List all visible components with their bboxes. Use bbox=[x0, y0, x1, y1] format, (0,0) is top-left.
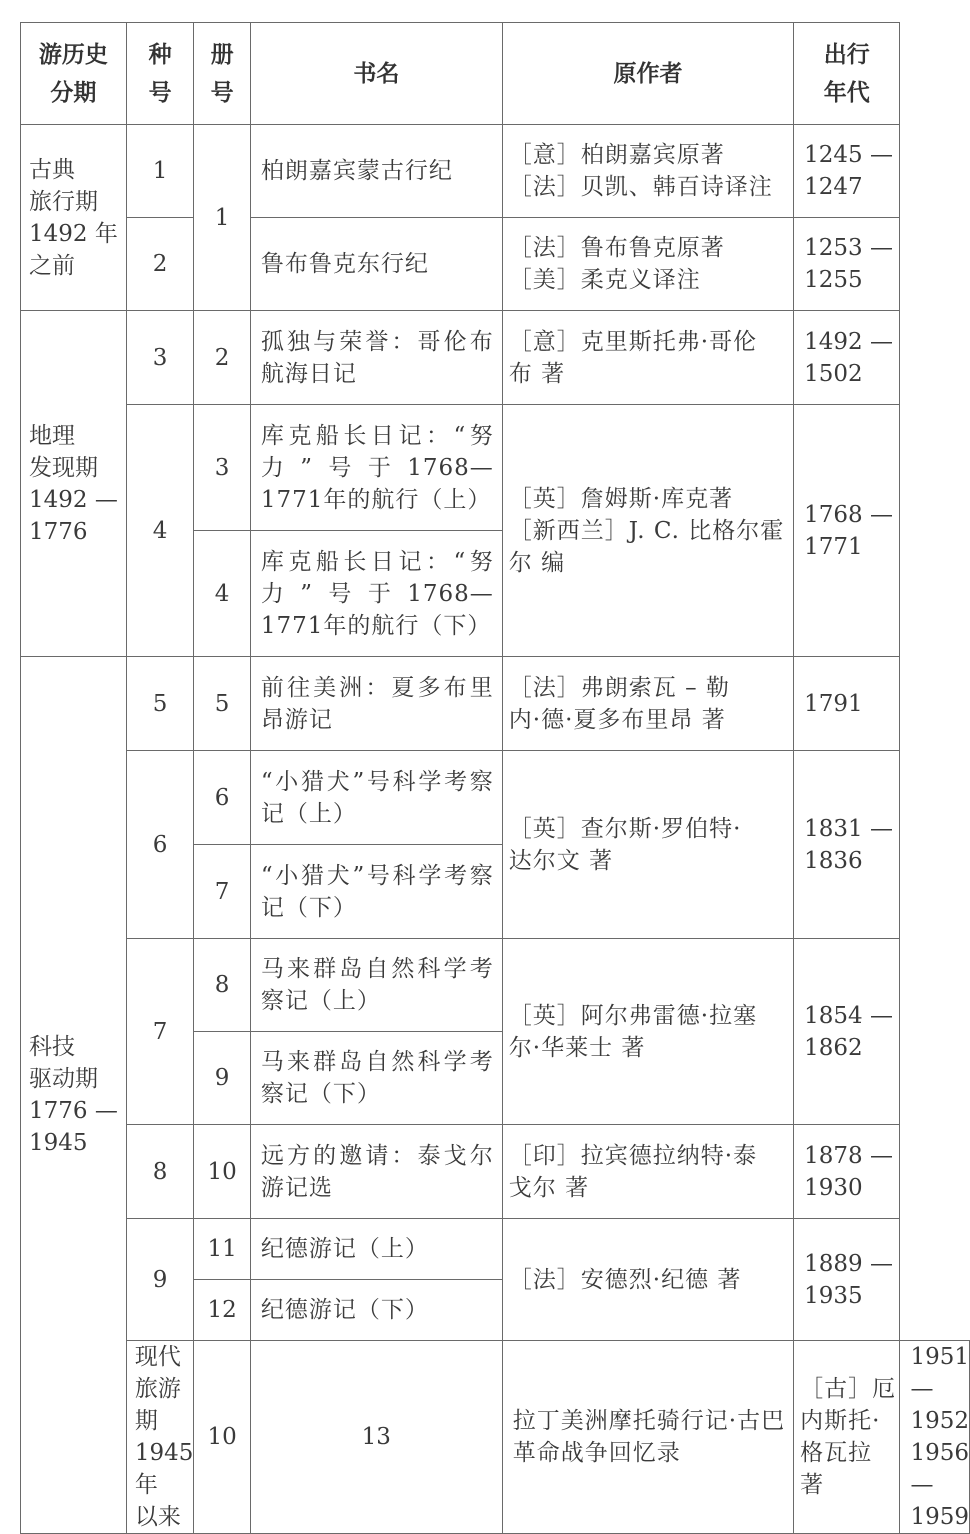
book-author: ［印］拉宾德拉纳特·泰 戈尔 著 bbox=[502, 1125, 793, 1219]
book-title: 马来群岛自然科学考察记（下） bbox=[250, 1032, 502, 1125]
volume-no: 11 bbox=[194, 1219, 250, 1280]
travel-year: 1889 — 1935 bbox=[794, 1219, 900, 1341]
book-title: 纪德游记（下） bbox=[250, 1280, 502, 1341]
book-title: 远方的邀请：泰戈尔游记选 bbox=[250, 1125, 502, 1219]
kind-no: 10 bbox=[194, 1341, 250, 1534]
header-title: 书名 bbox=[250, 23, 502, 125]
book-list-table bbox=[20, 22, 970, 1534]
book-author: ［英］阿尔弗雷德·拉塞 尔·华莱士 著 bbox=[502, 939, 793, 1125]
book-author: ［法］安德烈·纪德 著 bbox=[502, 1219, 793, 1341]
volume-no: 5 bbox=[194, 657, 250, 751]
book-author: ［法］鲁布鲁克原著 ［美］柔克义译注 bbox=[502, 218, 793, 311]
kind-no: 8 bbox=[126, 1125, 194, 1219]
book-author: ［法］弗朗索瓦 – 勒 内·德·夏多布里昂 著 bbox=[502, 657, 793, 751]
kind-no: 3 bbox=[126, 311, 194, 405]
volume-no: 2 bbox=[194, 311, 250, 405]
header-period: 游历史 分期 bbox=[21, 23, 127, 125]
header-volume-no: 册 号 bbox=[194, 23, 250, 125]
book-title: 库克船长日记：“努力”号于1768—1771年的航行（上） bbox=[250, 405, 502, 531]
book-list-table-wrapper bbox=[20, 22, 970, 1534]
book-title: “小猎犬”号科学考察记（上） bbox=[250, 751, 502, 845]
kind-no: 4 bbox=[126, 405, 194, 657]
table-row bbox=[21, 125, 970, 218]
header-row bbox=[21, 23, 970, 125]
travel-year: 1854 — 1862 bbox=[794, 939, 900, 1125]
volume-no: 10 bbox=[194, 1125, 250, 1219]
book-title: 马来群岛自然科学考察记（上） bbox=[250, 939, 502, 1032]
book-title: 鲁布鲁克东行纪 bbox=[250, 218, 502, 311]
table-row bbox=[21, 405, 970, 531]
book-title: 库克船长日记：“努力”号于1768—1771年的航行（下） bbox=[250, 531, 502, 657]
table-row bbox=[21, 311, 970, 405]
travel-year: 1253 — 1255 bbox=[794, 218, 900, 311]
volume-no: 13 bbox=[250, 1341, 502, 1534]
header-year: 出行 年代 bbox=[794, 23, 900, 125]
kind-no: 7 bbox=[126, 939, 194, 1125]
volume-no: 8 bbox=[194, 939, 250, 1032]
period-geographic-discovery: 地理 发现期 1492 — 1776 bbox=[21, 311, 127, 657]
table-row bbox=[21, 1219, 970, 1280]
volume-no: 9 bbox=[194, 1032, 250, 1125]
kind-no: 9 bbox=[126, 1219, 194, 1341]
kind-no: 1 bbox=[126, 125, 194, 218]
travel-year: 1245 — 1247 bbox=[794, 125, 900, 218]
book-author: ［意］柏朗嘉宾原著 ［法］贝凯、韩百诗译注 bbox=[502, 125, 793, 218]
book-title: “小猎犬”号科学考察记（下） bbox=[250, 845, 502, 939]
book-title: 柏朗嘉宾蒙古行纪 bbox=[250, 125, 502, 218]
volume-no: 1 bbox=[194, 125, 250, 311]
period-technology-driven: 科技 驱动期 1776 — 1945 bbox=[21, 657, 127, 1534]
volume-no: 4 bbox=[194, 531, 250, 657]
book-title: 纪德游记（上） bbox=[250, 1219, 502, 1280]
table-row bbox=[21, 657, 970, 751]
travel-year: 1791 bbox=[794, 657, 900, 751]
period-classical: 古典 旅行期 1492 年 之前 bbox=[21, 125, 127, 311]
book-author: ［英］詹姆斯·库克著 ［新西兰］J. C. 比格尔霍 尔 编 bbox=[502, 405, 793, 657]
travel-year: 1768 — 1771 bbox=[794, 405, 900, 657]
book-title: 前往美洲：夏多布里昂游记 bbox=[250, 657, 502, 751]
travel-year: 1831 — 1836 bbox=[794, 751, 900, 939]
volume-no: 7 bbox=[194, 845, 250, 939]
book-author: ［古］厄内斯托·格瓦拉 著 bbox=[794, 1341, 900, 1534]
table-row bbox=[21, 939, 970, 1032]
table-row bbox=[21, 218, 970, 311]
table-row bbox=[21, 1125, 970, 1219]
table-row bbox=[21, 1341, 970, 1534]
travel-year: 1492 — 1502 bbox=[794, 311, 900, 405]
volume-no: 12 bbox=[194, 1280, 250, 1341]
header-author: 原作者 bbox=[502, 23, 793, 125]
book-title: 孤独与荣誉：哥伦布航海日记 bbox=[250, 311, 502, 405]
volume-no: 3 bbox=[194, 405, 250, 531]
header-kind-no: 种 号 bbox=[126, 23, 194, 125]
kind-no: 5 bbox=[126, 657, 194, 751]
volume-no: 6 bbox=[194, 751, 250, 845]
book-author: ［英］查尔斯·罗伯特· 达尔文 著 bbox=[502, 751, 793, 939]
period-modern-tourism: 现代 旅游期 1945 年 以来 bbox=[126, 1341, 194, 1534]
travel-year: 1878 — 1930 bbox=[794, 1125, 900, 1219]
kind-no: 2 bbox=[126, 218, 194, 311]
kind-no: 6 bbox=[126, 751, 194, 939]
book-title: 拉丁美洲摩托骑行记·古巴革命战争回忆录 bbox=[502, 1341, 793, 1534]
book-author: ［意］克里斯托弗·哥伦 布 著 bbox=[502, 311, 793, 405]
table-row bbox=[21, 751, 970, 845]
travel-year: 1951 — 1952 1956 — 1959 bbox=[900, 1341, 970, 1534]
